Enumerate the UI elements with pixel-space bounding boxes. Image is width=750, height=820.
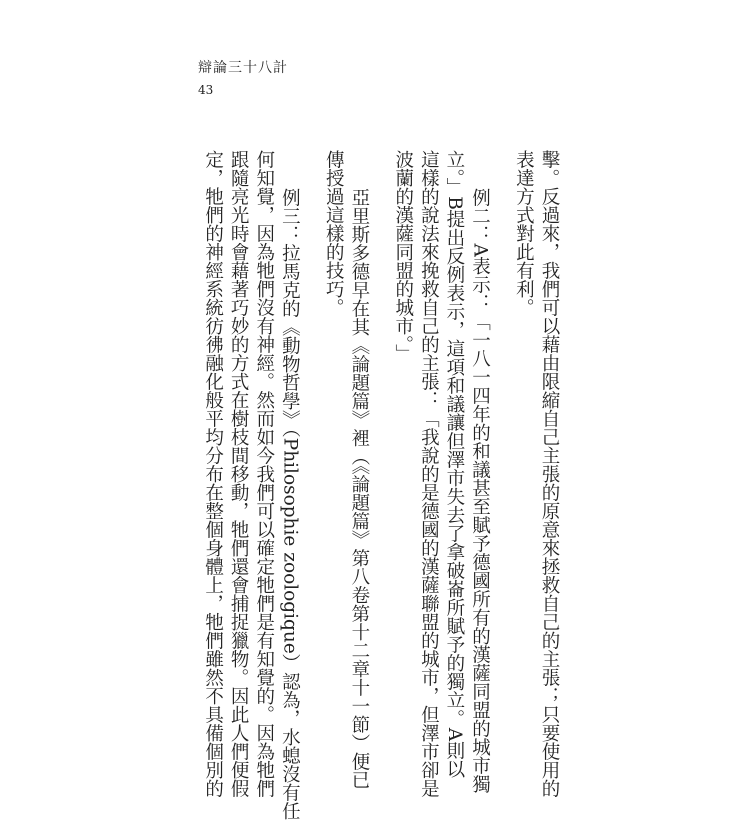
running-head-title: 辯論三十八計 (198, 60, 288, 76)
text-column: 何知覺，因為牠們沒有神經。然而如今我們可以確定牠們是有知覺的。因為牠們 (253, 150, 275, 798)
text-column: 這樣的說法來挽救自己的主張：「我說的是德國的漢薩聯盟的城市，但澤市卻是 (418, 150, 440, 798)
text-column: 傳授過這樣的技巧。 (323, 150, 345, 317)
text-column: 亞里斯多德早在其《論題篇》裡（《論題篇》第八卷第十二章十一節）便已 (348, 188, 370, 790)
text-column: 立。」B提出反例表示，這項和議讓但澤市失去了拿破崙所賦予的獨立。A則以 (443, 150, 465, 779)
text-column: 例二：A表示：「一八一四年的和議甚至賦予德國所有的漢薩同盟的城市獨 (469, 188, 491, 794)
text-column: 波蘭的漢薩同盟的城市。」 (392, 150, 414, 363)
text-column: 定，牠們的神經系統彷彿融化般平均分布在整個身體上，牠們雖然不具備個別的 (202, 150, 224, 798)
text-column: 例三：拉馬克的《動物哲學》（Philosophie zoologique）認為，水螅沒有任 (279, 188, 301, 820)
vertical-text-block (196, 150, 560, 820)
text-column: 擊。反過來，我們可以藉由限縮自己主張的原意來拯救自己的主張；只要使用的 (539, 150, 560, 798)
text-column: 跟隨亮光時會藉著巧妙的方式在樹枝間移動，牠們還會捕捉獵物。因此人們便假 (228, 150, 250, 798)
text-column: 表達方式對此有利。 (513, 150, 535, 317)
page-number: 43 (198, 83, 214, 97)
